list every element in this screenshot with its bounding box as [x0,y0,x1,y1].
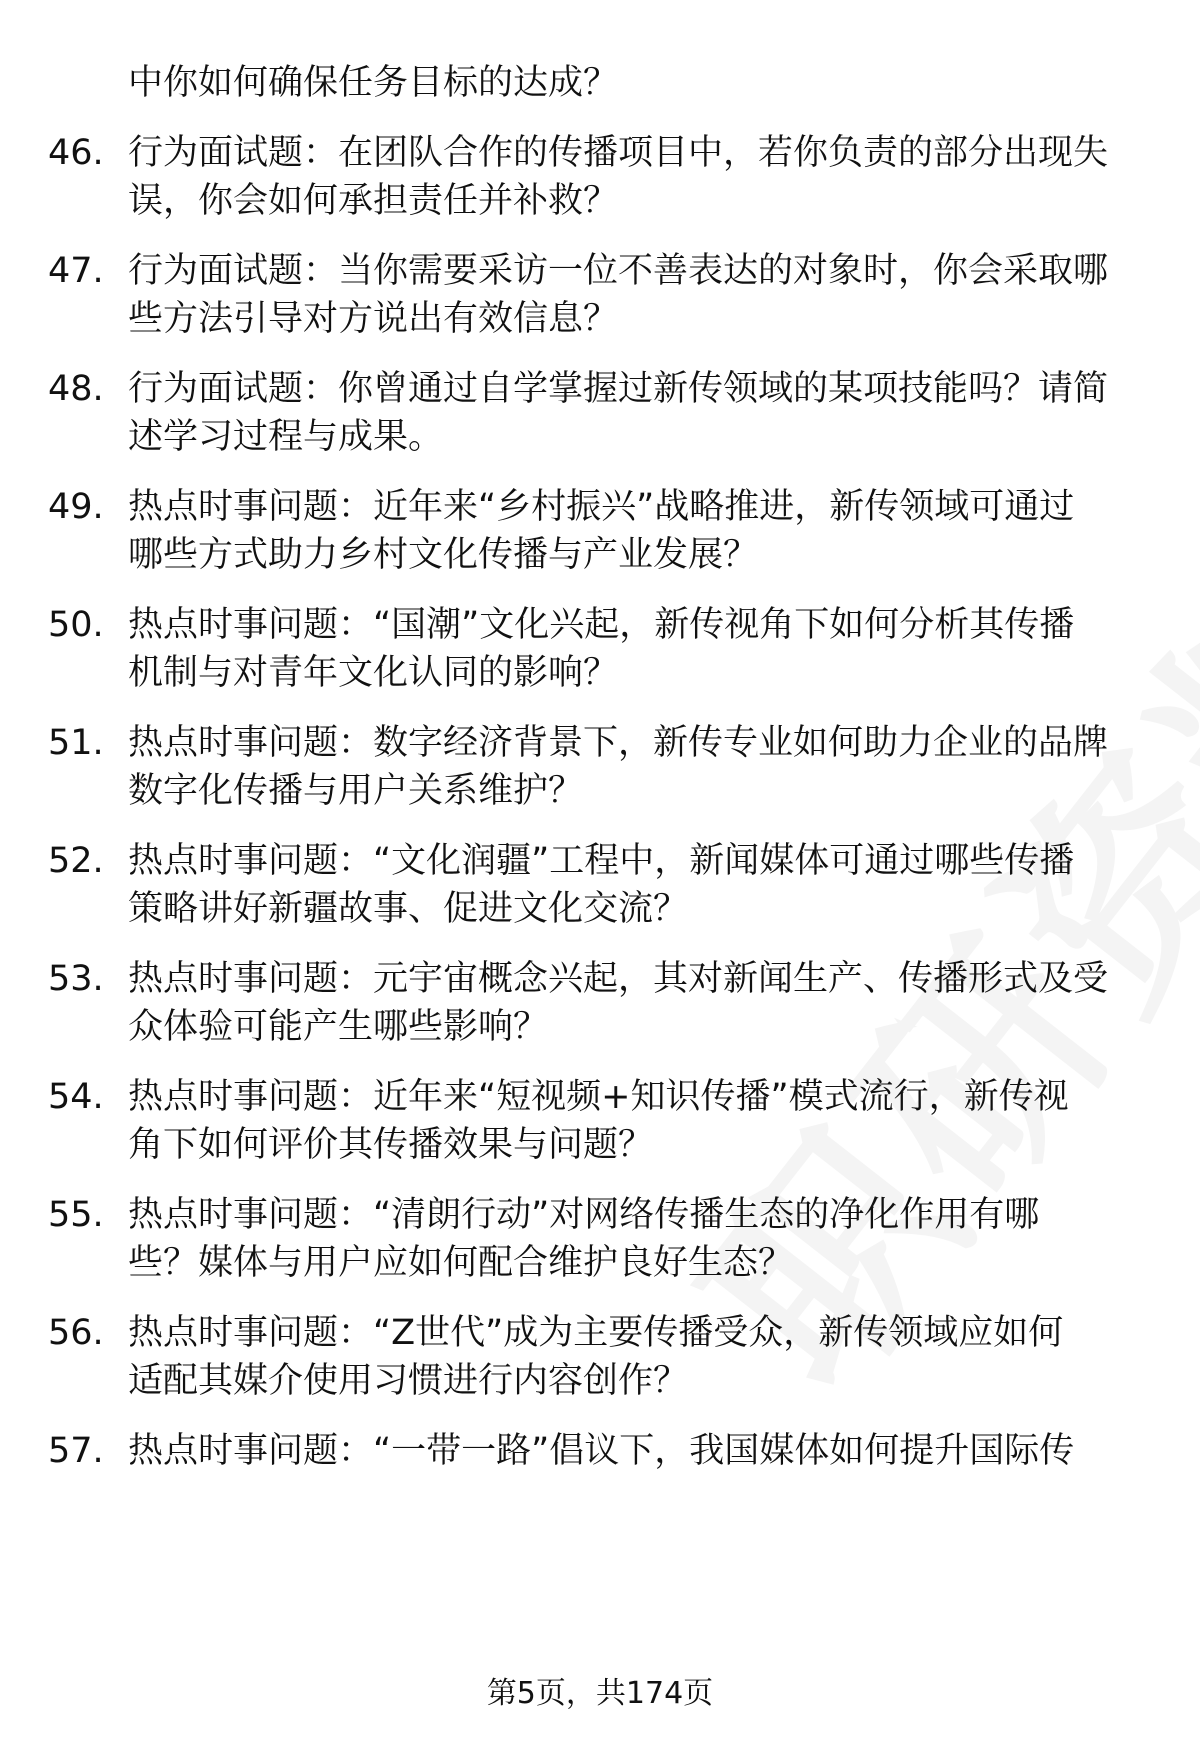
question-text-line-2: 哪些方式助力乡村文化传播与产业发展？ [128,535,759,575]
question-text-line-1: 热点时事问题：近年来“乡村振兴”战略推进，新传领域可通过 [128,487,1075,527]
question-number: 52. [48,841,104,881]
question-text-line-2: 机制与对青年文化认同的影响？ [128,653,619,693]
question-number: 54. [48,1077,104,1117]
question-text-line-1: 行为面试题：你曾通过自学掌握过新传领域的某项技能吗？请简 [128,369,1109,409]
question-text-line-2: 些？媒体与用户应如何配合维护良好生态？ [128,1243,794,1283]
question-number: 51. [48,723,104,763]
question-number: 46. [48,133,104,173]
question-text-line-1: 热点时事问题：“国潮”文化兴起，新传视角下如何分析其传播 [128,605,1075,645]
question-text-line-1: 热点时事问题：“一带一路”倡议下，我国媒体如何提升国际传 [128,1431,1075,1471]
page-footer: 第5页，共174页 [486,1676,714,1711]
continuation-line: 中你如何确保任务目标的达成？ [128,63,619,103]
question-number: 48. [48,369,104,409]
question-number: 55. [48,1195,104,1235]
question-text-line-1: 热点时事问题：近年来“短视频+知识传播”模式流行，新传视 [128,1077,1069,1117]
question-text-line-2: 适配其媒介使用习惯进行内容创作？ [128,1361,689,1401]
question-text-line-2: 策略讲好新疆故事、促进文化交流？ [128,889,689,929]
question-text-line-1: 热点时事问题：“文化润疆”工程中，新闻媒体可通过哪些传播 [128,841,1075,881]
question-text-line-1: 热点时事问题：元宇宙概念兴起，其对新闻生产、传播形式及受 [128,959,1109,999]
question-text-line-2: 述学习过程与成果。 [128,417,444,457]
question-text-line-2: 角下如何评价其传播效果与问题？ [128,1125,654,1165]
question-number: 47. [48,251,104,291]
question-text-line-2: 些方法引导对方说出有效信息？ [128,299,619,339]
question-text-line-1: 热点时事问题：数字经济背景下，新传专业如何助力企业的品牌 [128,723,1109,763]
question-number: 49. [48,487,104,527]
question-text-line-2: 数字化传播与用户关系维护？ [128,771,584,811]
question-number: 57. [48,1431,104,1471]
question-text-line-1: 行为面试题：在团队合作的传播项目中，若你负责的部分出现失 [128,133,1109,173]
question-text-line-1: 热点时事问题：“Z世代”成为主要传播受众，新传领域应如何 [128,1313,1064,1353]
question-text-line-2: 误，你会如何承担责任并补救？ [128,181,619,221]
question-number: 56. [48,1313,104,1353]
question-text-line-2: 众体验可能产生哪些影响？ [128,1007,549,1047]
question-number: 53. [48,959,104,999]
question-text-line-1: 行为面试题：当你需要采访一位不善表达的对象时，你会采取哪 [128,251,1109,291]
question-number: 50. [48,605,104,645]
question-text-line-1: 热点时事问题：“清朗行动”对网络传播生态的净化作用有哪 [128,1195,1040,1235]
